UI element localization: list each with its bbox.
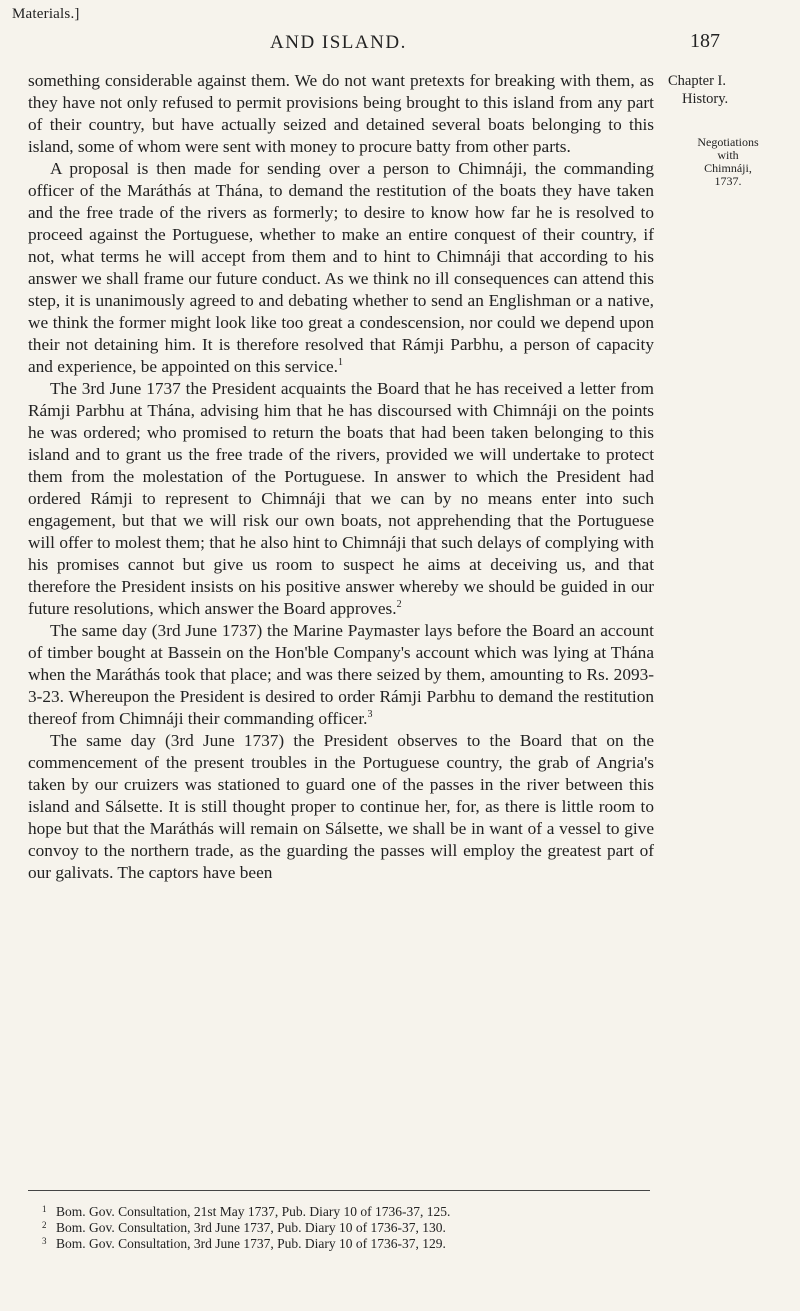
running-header-title: AND ISLAND.: [270, 32, 407, 53]
footnotes: [28, 1204, 668, 1252]
footnote-reference[interactable]: 2: [396, 599, 402, 611]
paragraph: [28, 70, 654, 158]
chapter-title: History.: [682, 91, 729, 107]
paragraph-text: The same day (3rd June 1737) the Marine Paymaster lays before the Board an account of timber bought at Bassein on the Hon'ble Company's account which was lying at Thána when the Maráthás took that place; and was there seized by them, amounting to Rs. 2093-3-23. Whereupon the President is desired to order Rámji Parbhu to demand the restitution thereof from Chimnáji their commanding officer.: [28, 621, 654, 728]
side-note-line: 1737.: [714, 174, 742, 188]
side-note-line: with: [717, 148, 739, 162]
side-note-line: Negotiations: [697, 135, 759, 149]
paragraph-text: A proposal is then made for sending over a person to Chimnáji, the commanding officer of the Maráthás at Thána, to demand the restitution of the boats they have taken and the free trade of the rivers as formerly; to desire to know how far he is resolved to proceed against the Portuguese, whether to make an entire conquest of their country, if not, what terms he will accept from them and to hint to Chimnáji that according to his answer we shall frame our future conduct. As we think no ill consequences can attend this step, it is unanimously agreed to and debating whether to send an Englishman or a native, we think the former might look like too great a condescension, nor could we depend upon their not detaining him. It is therefore resolved that Rámji Parbhu, a person of capacity and experience, be appointed on this service.: [28, 159, 654, 376]
margin-notes: [668, 72, 786, 188]
paragraph: [28, 378, 654, 620]
paragraph: [28, 158, 654, 378]
paragraph-text: The 3rd June 1737 the President acquaints the Board that he has received a letter from Rámji Parbhu at Thána, advising him that he has discoursed with Chimnáji on the points he was ordered; who promised to return the boats that had been taken belonging to this island and to grant us the free trade of the rivers, provided we will undertake to protect them from the molestation of the Portuguese. In answer to which the President had ordered Rámji to represent to Chimnáji that we can by no means enter into such engagement, but that we will risk our own boats, not apprehending that the Portuguese will offer to molest them; that he also hint to Chimnáji that such delays of complying with his promises cannot but give us room to suspect he aims at deceiving us, and that therefore the President insists on his positive answer whereby we should be guided in our future resolutions, which answer the Board approves.: [28, 379, 654, 618]
footnote-marker: 3: [42, 1236, 47, 1246]
running-header-left: Materials.]: [12, 6, 80, 22]
footnote: [28, 1220, 668, 1236]
page-number: 187: [690, 30, 720, 52]
footnote-text: Bom. Gov. Consultation, 21st May 1737, Pub. Diary 10 of 1736-37, 125.: [56, 1204, 451, 1219]
footnote-marker: 1: [42, 1204, 47, 1214]
footnote-text: Bom. Gov. Consultation, 3rd June 1737, Pub. Diary 10 of 1736-37, 129.: [56, 1236, 446, 1251]
body-text: [28, 70, 654, 884]
side-note-line: Chimnáji,: [704, 161, 752, 175]
footnote-text: Bom. Gov. Consultation, 3rd June 1737, Pub. Diary 10 of 1736-37, 130.: [56, 1220, 446, 1235]
side-note: [668, 136, 788, 188]
footnote-marker: 2: [42, 1220, 47, 1230]
paragraph-text: The same day (3rd June 1737) the President observes to the Board that on the commencement of the present troubles in the Portuguese country, the grab of Angria's taken by our cruizers was stationed to guard one of the passes in the river between this island and Sálsette. It is still thought proper to continue her, for, as there is little room to hope but that the Maráthás will remain on Sálsette, we shall be in want of a vessel to give convoy to the northern trade, as the guarding the passes will employ the greatest part of our galivats. The captors have been: [28, 731, 654, 882]
paragraph-text: something considerable against them. We do not want pretexts for breaking with them, as they have not only refused to permit provisions being brought to this island from any part of their country, but have actually seized and detained several boats belonging to this island, some of whom were sent with money to procure batty from other parts.: [28, 71, 654, 156]
footnote: [28, 1204, 668, 1220]
paragraph: [28, 620, 654, 730]
chapter-label: Chapter I.: [668, 73, 726, 89]
footnote-reference[interactable]: 1: [337, 357, 343, 369]
footnote: [28, 1236, 668, 1252]
footnote-rule: [28, 1190, 650, 1191]
paragraph: [28, 730, 654, 884]
footnote-reference[interactable]: 3: [367, 709, 373, 721]
